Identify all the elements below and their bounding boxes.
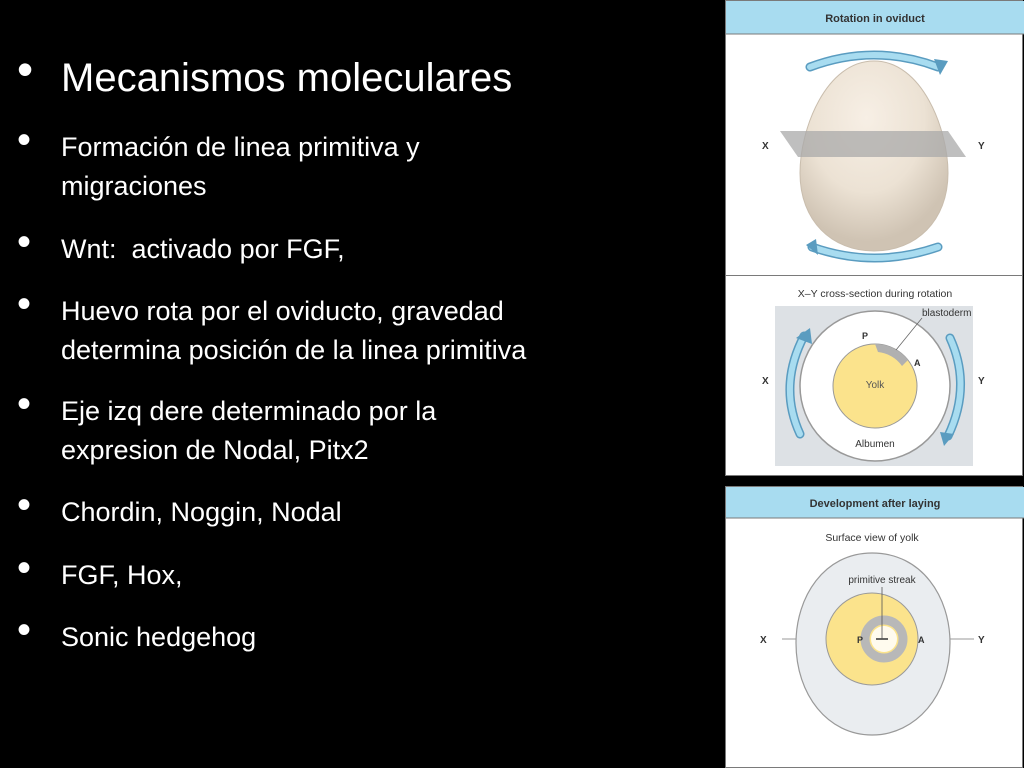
y-axis-label: Y xyxy=(978,635,985,646)
bullet-dot: • xyxy=(17,483,32,527)
bullet-text: Wnt: activado por FGF, xyxy=(61,234,345,264)
y-axis-label: Y xyxy=(978,141,985,152)
bullet-text: Eje izq dere determinado por la expresion de Nodal, Pitx2 xyxy=(61,396,437,465)
embryo-figure xyxy=(725,0,1024,768)
x-axis-label: X xyxy=(762,141,769,152)
bullet-text: FGF, Hox, xyxy=(61,560,183,590)
bullet-text: Chordin, Noggin, Nodal xyxy=(61,497,342,527)
panel-rotation-in-oviduct xyxy=(725,0,1023,276)
posterior-label: P xyxy=(857,635,864,645)
posterior-label: P xyxy=(862,331,869,341)
primitive-streak-label: primitive streak xyxy=(848,575,916,586)
bullet-dot: • xyxy=(17,220,32,264)
albumen-label: Albumen xyxy=(855,439,895,450)
bullet-text: Huevo rota por el oviducto, gravedad determina posición de la linea primitiva xyxy=(61,296,527,365)
bullet-dot: • xyxy=(17,608,32,652)
y-axis-label: Y xyxy=(978,376,985,387)
cross-section-diagram xyxy=(726,276,1024,477)
bullet-dot: • xyxy=(17,43,34,95)
panel-title: Development after laying xyxy=(809,498,941,510)
bullet-dot: • xyxy=(17,282,32,326)
panel-title: X–Y cross-section during rotation xyxy=(797,288,953,300)
panel-title: Rotation in oviduct xyxy=(825,13,925,25)
blastoderm-label: blastoderm xyxy=(922,308,972,319)
anterior-label: A xyxy=(918,635,925,645)
bullet-text: Sonic hedgehog xyxy=(61,622,257,652)
panel-subtitle: Surface view of yolk xyxy=(825,532,919,544)
bullet-dot: • xyxy=(17,118,32,162)
x-axis-label: X xyxy=(760,635,767,646)
rotation-diagram xyxy=(726,1,1024,277)
bullet-text: Mecanismos moleculares xyxy=(61,56,513,100)
bullet-text: Formación de linea primitiva y migraciones xyxy=(61,132,420,201)
panel-cross-section xyxy=(725,275,1023,476)
bullet-dot: • xyxy=(17,546,32,590)
anterior-label: A xyxy=(914,358,921,368)
bullet-dot: • xyxy=(17,382,32,426)
x-axis-label: X xyxy=(762,376,769,387)
panel-development-after-laying xyxy=(725,486,1023,768)
development-diagram xyxy=(726,487,1024,768)
yolk-label: Yolk xyxy=(865,380,885,391)
cross-section-plane xyxy=(780,131,966,157)
